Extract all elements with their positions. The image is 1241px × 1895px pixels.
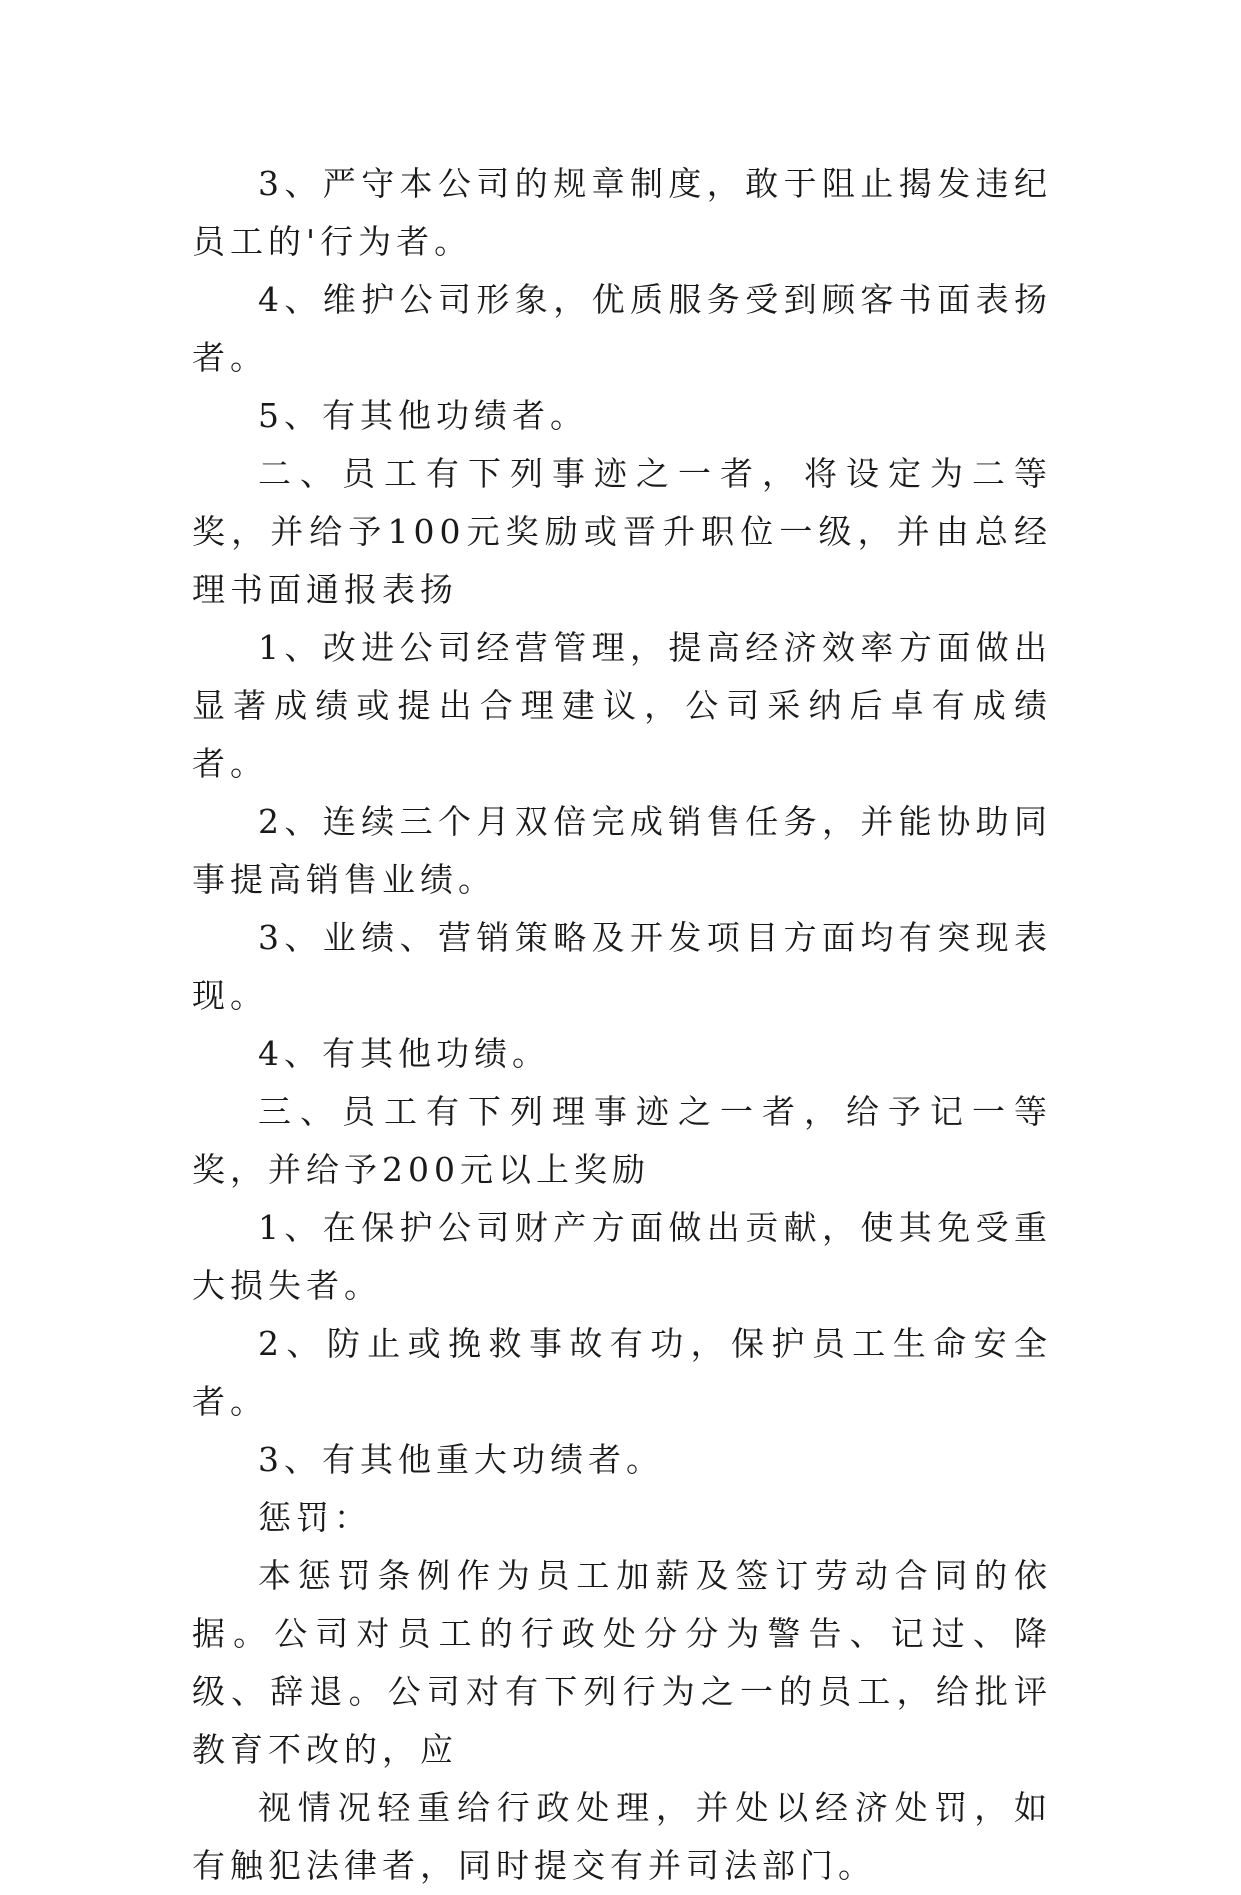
paragraph-first-prize-item-1: 1、在保护公司财产方面做出贡献，使其免受重大损失者。	[192, 1208, 1052, 1305]
paragraph-first-prize-item-3: 3、有其他重大功绩者。	[258, 1440, 664, 1479]
paragraph-second-prize-item-1: 1、改进公司经营管理，提高经济效率方面做出显著成绩或提出合理建议，公司采纳后卓有成绩者。	[192, 628, 1052, 783]
paragraph-reward-item-3: 3、严守本公司的规章制度，敢于阻止揭发违纪员工的'行为者。	[192, 164, 1052, 261]
document-body	[192, 155, 1052, 1895]
paragraph-first-prize-heading: 三、员工有下列理事迹之一者，给予记一等奖，并给予200元以上奖励	[192, 1092, 1052, 1189]
paragraph-first-prize-item-2: 2、防止或挽救事故有功，保护员工生命安全者。	[192, 1324, 1052, 1421]
paragraph-second-prize-item-2: 2、连续三个月双倍完成销售任务，并能协助同事提高销售业绩。	[192, 802, 1052, 899]
paragraph-punishment-continuation: 视情况轻重给行政处理，并处以经济处罚，如有触犯法律者，同时提交有并司法部门。	[192, 1788, 1052, 1885]
paragraph-second-prize-item-3: 3、业绩、营销策略及开发项目方面均有突现表现。	[192, 918, 1052, 1015]
paragraph-second-prize-item-4: 4、有其他功绩。	[258, 1034, 550, 1073]
paragraph-second-prize-heading: 二、员工有下列事迹之一者，将设定为二等奖，并给予100元奖励或晋升职位一级，并由总经理书面通报表扬	[192, 454, 1052, 609]
paragraph-punishment-heading: 惩罚：	[258, 1498, 372, 1537]
paragraph-reward-item-4: 4、维护公司形象，优质服务受到顾客书面表扬者。	[192, 280, 1052, 377]
paragraph-punishment-body: 本惩罚条例作为员工加薪及签订劳动合同的依据。公司对员工的行政处分分为警告、记过、降级、辞退。公司对有下列行为之一的员工，给批评教育不改的，应	[192, 1556, 1052, 1769]
paragraph-reward-item-5: 5、有其他功绩者。	[258, 396, 588, 435]
